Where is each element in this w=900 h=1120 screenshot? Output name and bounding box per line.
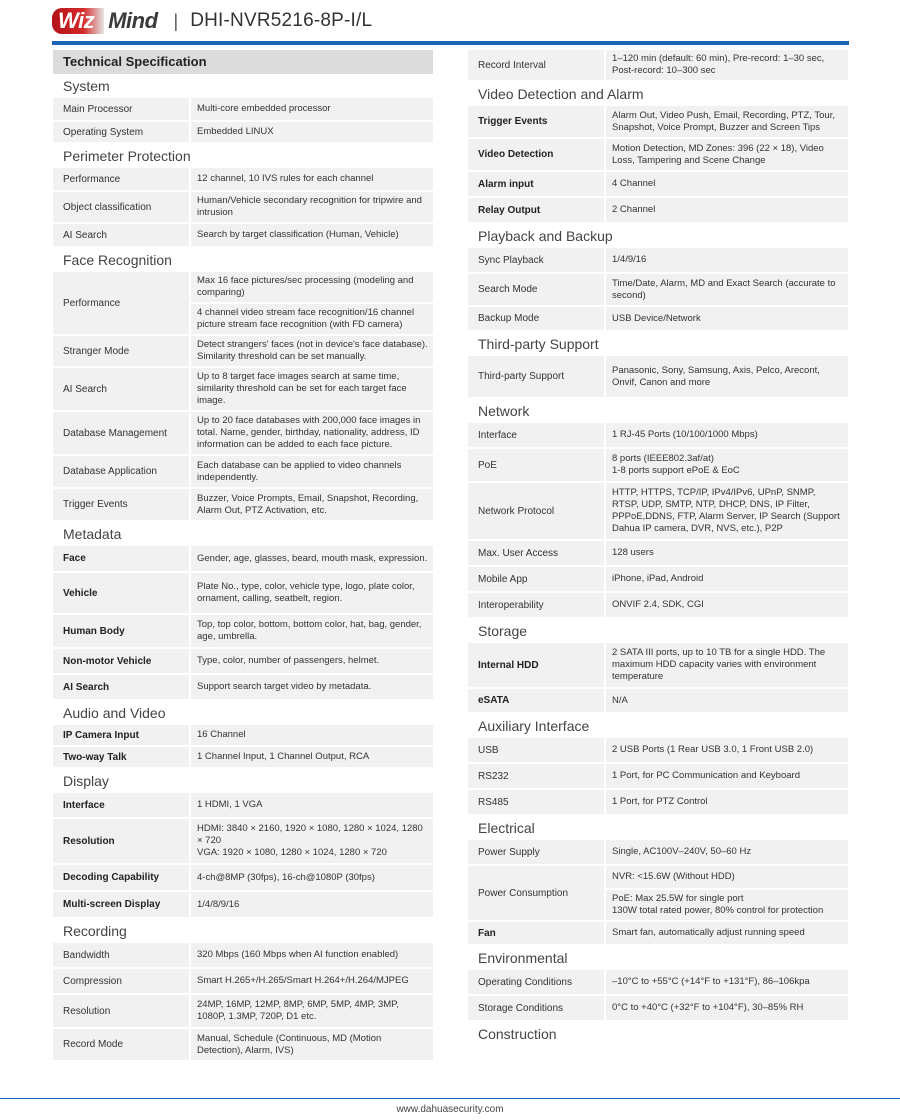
spec-label: RS232 [468,764,604,788]
spec-value: Up to 8 target face images search at same time, similarity threshold can be set for each target face image. [191,368,433,410]
spec-label: Decoding Capability [53,865,189,890]
section-heading: Metadata [63,526,122,542]
spec-values [606,356,848,397]
spec-label: Performance [53,168,189,190]
spec-label: Record Interval [468,50,604,80]
spec-row [468,139,848,170]
spec-values [191,412,433,454]
spec-values [606,970,848,994]
spec-value: 24MP, 16MP, 12MP, 8MP, 6MP, 5MP, 4MP, 3MP, 1080P, 1.3MP, 720P, D1 etc. [191,995,433,1027]
spec-row [468,50,848,80]
spec-value: Manual, Schedule (Continuous, MD (Motion Detection), Alarm, IVS) [191,1029,433,1060]
spec-row [53,98,433,120]
spec-row [468,970,848,994]
section-heading: Auxiliary Interface [478,718,590,734]
section-heading: Electrical [478,820,535,836]
spec-row [53,865,433,890]
section-heading: Playback and Backup [478,228,613,244]
spec-value: Type, color, number of passengers, helmet. [191,649,433,673]
spec-value: HTTP, HTTPS, TCP/IP, IPv4/IPv6, UPnP, SNMP, RTSP, UDP, SMTP, NTP, DHCP, DNS, IP Filter, PPPoE,DDNS, FTP, Alarm Server, IP Search (Support Dahua IP camera, DVR, NVS, etc.), P2P [606,483,848,539]
spec-label: RS485 [468,790,604,814]
spec-value: 4 Channel [606,172,848,196]
spec-label: Backup Mode [468,307,604,330]
spec-value: Motion Detection, MD Zones: 396 (22 × 18), Video Loss, Tampering and Scene Change [606,139,848,170]
spec-row [53,489,433,520]
spec-value: USB Device/Network [606,307,848,330]
spec-label: Relay Output [468,198,604,222]
spec-value: Buzzer, Voice Prompts, Email, Snapshot, Recording, Alarm Out, PTZ Activation, etc. [191,489,433,520]
spec-label: Power Supply [468,840,604,864]
wizmind-logo [52,7,158,35]
spec-value: 320 Mbps (160 Mbps when AI function enabled) [191,943,433,967]
spec-values [191,272,433,334]
spec-value: Plate No., type, color, vehicle type, logo, plate color, ornament, calling, seatbelt, region. [191,573,433,613]
spec-values [606,840,848,864]
spec-label: Vehicle [53,573,189,613]
spec-label: Database Application [53,456,189,487]
spec-row [468,996,848,1020]
section-heading: Recording [63,923,127,939]
logo-mind: Mind [108,8,158,33]
spec-row [53,272,433,334]
section-heading: Construction [478,1026,557,1042]
spec-value: Panasonic, Sony, Samsung, Axis, Pelco, Arecont, Onvif, Canon and more [606,356,848,397]
spec-values [191,336,433,366]
spec-values [191,615,433,647]
model-number: DHI-NVR5216-8P-I/L [190,10,373,31]
spec-values [606,866,848,920]
spec-label: Interface [53,793,189,817]
spec-label: Operating System [53,122,189,142]
spec-row [53,725,433,745]
spec-row [53,649,433,673]
spec-row [468,922,848,944]
section-heading: Environmental [478,950,568,966]
spec-value: 12 channel, 10 IVS rules for each channel [191,168,433,190]
section-heading: Video Detection and Alarm [478,86,644,102]
spec-values [191,546,433,571]
spec-values [606,922,848,944]
spec-value: iPhone, iPad, Android [606,567,848,591]
spec-label: Bandwidth [53,943,189,967]
spec-values [191,122,433,142]
spec-row [468,593,848,617]
spec-label: Resolution [53,819,189,863]
section-heading: System [63,78,110,94]
spec-row [53,412,433,454]
spec-values [191,793,433,817]
spec-label: USB [468,738,604,762]
spec-label: IP Camera Input [53,725,189,745]
spec-row [53,969,433,993]
spec-value: Up to 20 face databases with 200,000 face images in total. Name, gender, birthday, nationality, address, ID information can be added to each face picture. [191,412,433,454]
spec-value: 4-ch@8MP (30fps), 16-ch@1080P (30fps) [191,865,433,890]
spec-value: 1 Channel Input, 1 Channel Output, RCA [191,747,433,767]
spec-label: AI Search [53,368,189,410]
section-heading: Face Recognition [63,252,172,268]
top-divider [52,41,849,45]
spec-label: Interface [468,423,604,447]
spec-values [606,643,848,687]
spec-values [191,224,433,246]
spec-label: Multi-screen Display [53,892,189,917]
spec-label: Max. User Access [468,541,604,565]
spec-row [468,423,848,447]
spec-label: Human Body [53,615,189,647]
spec-row [468,689,848,712]
spec-row [468,866,848,920]
spec-row [53,168,433,190]
spec-row [53,122,433,142]
spec-label: Compression [53,969,189,993]
spec-values [191,192,433,222]
spec-row [53,224,433,246]
spec-row [53,1029,433,1060]
spec-row [53,675,433,699]
spec-values [606,449,848,481]
spec-values [606,274,848,305]
spec-values [191,725,433,745]
spec-row [53,943,433,967]
spec-values [191,747,433,767]
spec-row [468,483,848,539]
spec-value: 1 RJ-45 Ports (10/100/1000 Mbps) [606,423,848,447]
spec-row [468,840,848,864]
spec-values [191,573,433,613]
spec-label: Mobile App [468,567,604,591]
spec-values [606,593,848,617]
spec-values [606,50,848,80]
spec-values [191,368,433,410]
spec-label: Two-way Talk [53,747,189,767]
spec-values [606,738,848,762]
spec-row [468,172,848,196]
spec-row [468,567,848,591]
spec-value: –10°C to +55°C (+14°F to +131°F), 86–106kpa [606,970,848,994]
spec-label: Power Consumption [468,866,604,920]
spec-row [53,747,433,767]
spec-value: N/A [606,689,848,712]
spec-row [53,615,433,647]
spec-values [606,996,848,1020]
spec-label: Storage Conditions [468,996,604,1020]
spec-value: 16 Channel [191,725,433,745]
left-column [53,50,433,1062]
spec-values [606,248,848,272]
spec-value: 8 ports (IEEE802.3af/at) 1-8 ports support ePoE & EoC [606,449,848,481]
section-heading: Storage [478,623,528,639]
spec-values [606,139,848,170]
spec-value: PoE: Max 25.5W for single port 130W total rated power, 80% control for protection [606,890,848,920]
spec-row [468,643,848,687]
spec-value: 1 Port, for PTZ Control [606,790,848,814]
spec-label: eSATA [468,689,604,712]
spec-values [191,675,433,699]
spec-label: Database Management [53,412,189,454]
spec-row [468,356,848,397]
spec-label: Operating Conditions [468,970,604,994]
section-heading: Network [478,403,530,419]
spec-value: 1 Port, for PC Communication and Keyboard [606,764,848,788]
spec-label: Resolution [53,995,189,1027]
spec-value: Smart fan, automatically adjust running speed [606,922,848,944]
spec-label: AI Search [53,675,189,699]
spec-values [606,567,848,591]
spec-row [53,573,433,613]
spec-row [468,307,848,330]
right-column [468,50,848,1046]
logo-wiz: Wiz [52,8,104,34]
spec-value: 128 users [606,541,848,565]
spec-row [53,793,433,817]
spec-values [606,483,848,539]
spec-value: Max 16 face pictures/sec processing (modeling and comparing) [191,272,433,302]
spec-title: Technical Specification [53,50,433,74]
spec-label: PoE [468,449,604,481]
spec-value: Each database can be applied to video channels independently. [191,456,433,487]
spec-label: Trigger Events [53,489,189,520]
spec-values [191,456,433,487]
spec-value: Single, AC100V–240V, 50–60 Hz [606,840,848,864]
spec-row [53,192,433,222]
spec-values [191,1029,433,1060]
spec-row [53,546,433,571]
spec-values [606,106,848,137]
spec-value: Top, top color, bottom, bottom color, hat, bag, gender, age, umbrella. [191,615,433,647]
spec-value: Gender, age, glasses, beard, mouth mask, expression. [191,546,433,571]
spec-value: HDMI: 3840 × 2160, 1920 × 1080, 1280 × 1024, 1280 × 720 VGA: 1920 × 1080, 1280 × 1024, 1280 × 720 [191,819,433,863]
spec-value: 1–120 min (default: 60 min), Pre-record: 1–30 sec, Post-record: 10–300 sec [606,50,848,80]
spec-label: Record Mode [53,1029,189,1060]
spec-value: 1/4/8/9/16 [191,892,433,917]
page-header [52,6,372,36]
spec-value: 0°C to +40°C (+32°F to +104°F), 30–85% RH [606,996,848,1020]
footer-url: www.dahuasecurity.com [396,1104,504,1115]
spec-values [191,649,433,673]
spec-value: 1 HDMI, 1 VGA [191,793,433,817]
spec-row [468,449,848,481]
spec-values [606,307,848,330]
spec-row [53,995,433,1027]
spec-label: Sync Playback [468,248,604,272]
section-heading: Display [63,773,109,789]
spec-label: Third-party Support [468,356,604,397]
spec-values [191,892,433,917]
spec-label: Stranger Mode [53,336,189,366]
header-separator: | [173,10,179,31]
spec-values [606,689,848,712]
spec-row [53,819,433,863]
spec-label: Main Processor [53,98,189,120]
spec-label: Internal HDD [468,643,604,687]
spec-values [606,423,848,447]
spec-value: 2 Channel [606,198,848,222]
spec-row [468,274,848,305]
spec-row [468,790,848,814]
spec-value: 2 USB Ports (1 Rear USB 3.0, 1 Front USB 2.0) [606,738,848,762]
spec-values [606,790,848,814]
spec-label: Performance [53,272,189,334]
spec-values [191,943,433,967]
spec-values [191,489,433,520]
spec-label: Network Protocol [468,483,604,539]
spec-label: Non-motor Vehicle [53,649,189,673]
spec-row [468,106,848,137]
spec-value: 4 channel video stream face recognition/16 channel picture stream face recognition (with FD camera) [191,304,433,334]
spec-label: Object classification [53,192,189,222]
spec-row [468,541,848,565]
spec-values [191,969,433,993]
spec-value: Multi-core embedded processor [191,98,433,120]
spec-row [53,892,433,917]
spec-value: Human/Vehicle secondary recognition for tripwire and intrusion [191,192,433,222]
spec-row [468,198,848,222]
spec-label: Interoperability [468,593,604,617]
spec-value: 1/4/9/16 [606,248,848,272]
spec-values [606,541,848,565]
spec-value: Embedded LINUX [191,122,433,142]
spec-values [606,198,848,222]
spec-values [191,995,433,1027]
spec-value: Alarm Out, Video Push, Email, Recording, PTZ, Tour, Snapshot, Voice Prompt, Buzzer and Screen Tips [606,106,848,137]
spec-row [468,764,848,788]
spec-row [468,738,848,762]
spec-value: 2 SATA III ports, up to 10 TB for a single HDD. The maximum HDD capacity varies with environment temperature [606,643,848,687]
spec-values [606,764,848,788]
spec-value: Smart H.265+/H.265/Smart H.264+/H.264/MJPEG [191,969,433,993]
spec-values [191,865,433,890]
spec-values [191,168,433,190]
section-heading: Third-party Support [478,336,599,352]
spec-row [53,456,433,487]
spec-value: Detect strangers' faces (not in device's face database). Similarity threshold can be set manually. [191,336,433,366]
spec-row [53,336,433,366]
spec-label: Trigger Events [468,106,604,137]
spec-values [191,819,433,863]
spec-row [53,368,433,410]
spec-value: ONVIF 2.4, SDK, CGI [606,593,848,617]
section-heading: Audio and Video [63,705,166,721]
spec-value: Support search target video by metadata. [191,675,433,699]
spec-value: NVR: <15.6W (Without HDD) [606,866,848,888]
spec-label: AI Search [53,224,189,246]
spec-row [468,248,848,272]
spec-values [606,172,848,196]
section-heading: Perimeter Protection [63,148,191,164]
spec-label: Face [53,546,189,571]
spec-label: Fan [468,922,604,944]
spec-value: Search by target classification (Human, Vehicle) [191,224,433,246]
bottom-divider [0,1098,900,1099]
spec-value: Time/Date, Alarm, MD and Exact Search (accurate to second) [606,274,848,305]
spec-values [191,98,433,120]
spec-label: Alarm input [468,172,604,196]
spec-label: Video Detection [468,139,604,170]
spec-label: Search Mode [468,274,604,305]
